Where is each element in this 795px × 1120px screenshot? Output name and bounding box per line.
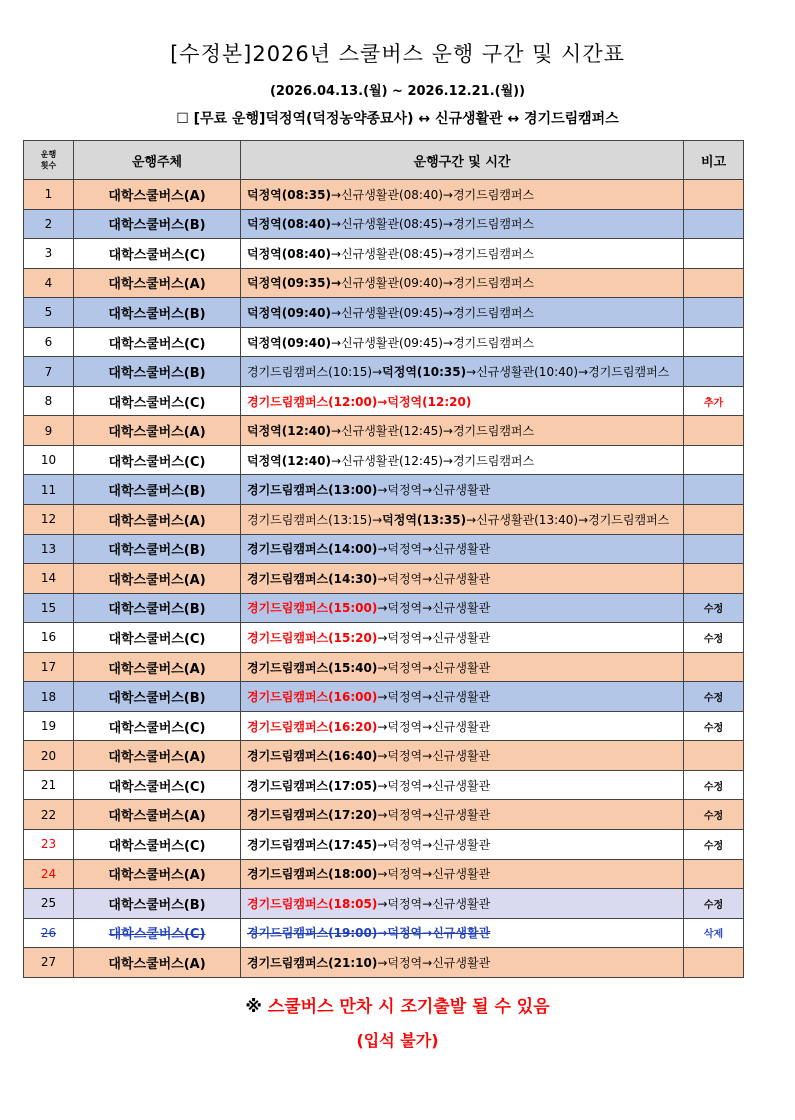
note-cell	[684, 505, 744, 535]
route-highlight: 덕정역(08:40)	[247, 246, 331, 261]
route-cell	[241, 416, 684, 446]
route-rest: →신규생활관(08:45)→경기드림캠퍼스	[330, 217, 535, 232]
route-highlight: 경기드림캠퍼스(18:00)	[247, 867, 378, 882]
note-cell	[684, 948, 744, 978]
route-highlight: 경기드림캠퍼스(16:40)	[247, 749, 378, 764]
header-run-line2: 횟수	[40, 161, 57, 170]
note-cell: 수정	[684, 593, 744, 623]
table-row	[24, 180, 744, 210]
note-cell	[684, 180, 744, 210]
route-highlight: 경기드림캠퍼스(21:10)	[247, 955, 378, 970]
note-cell	[684, 741, 744, 771]
route-cell	[241, 652, 684, 682]
run-number: 15	[24, 593, 74, 623]
route-rest: →덕정역→신규생활관	[377, 955, 491, 970]
note-cell	[684, 564, 744, 594]
route-highlight: 덕정역(08:40)	[247, 217, 331, 232]
run-number: 27	[24, 948, 74, 978]
run-number: 11	[24, 475, 74, 505]
note-cell	[684, 239, 744, 269]
table-row	[24, 239, 744, 269]
operator-cell: 대학스쿨버스(A)	[74, 741, 241, 771]
route-rest: →신규생활관(13:40)→경기드림캠퍼스	[466, 512, 670, 527]
operator-cell: 대학스쿨버스(C)	[74, 770, 241, 800]
route-cell	[241, 623, 684, 653]
run-number: 26	[24, 918, 74, 948]
run-number: 9	[24, 416, 74, 446]
table-row	[24, 711, 744, 741]
table-header-row	[24, 141, 744, 180]
route-highlight: 경기드림캠퍼스(12:00)→덕정역(12:20)	[247, 394, 472, 409]
operator-cell: 대학스쿨버스(A)	[74, 800, 241, 830]
footnote-warning	[0, 992, 795, 1017]
route-highlight: 덕정역(12:40)	[247, 453, 331, 468]
route-highlight: 덕정역(10:35)	[382, 365, 467, 380]
table-row	[24, 564, 744, 594]
route-cell	[241, 770, 684, 800]
table-row	[24, 416, 744, 446]
route-highlight: 덕정역(09:40)	[247, 335, 331, 350]
route-cell	[241, 180, 684, 210]
note-cell: 수정	[684, 682, 744, 712]
note-cell	[684, 534, 744, 564]
note-cell: 수정	[684, 800, 744, 830]
operator-cell: 대학스쿨버스(C)	[74, 711, 241, 741]
run-number: 22	[24, 800, 74, 830]
header-run-count	[24, 141, 74, 180]
route-rest: →덕정역→신규생활관	[377, 630, 491, 645]
route-highlight: 덕정역(12:40)	[247, 424, 331, 439]
route-highlight: 경기드림캠퍼스(15:40)	[247, 660, 378, 675]
route-rest: →덕정역→신규생활관	[377, 483, 491, 498]
run-number: 20	[24, 741, 74, 771]
route-prefix: 경기드림캠퍼스(10:15)→	[247, 365, 383, 380]
table-row	[24, 859, 744, 889]
route-highlight: 경기드림캠퍼스(14:00)	[247, 542, 378, 557]
run-number: 12	[24, 505, 74, 535]
route-cell	[241, 357, 684, 387]
footnote-text: 스쿨버스 만차 시 조기출발 될 수 있음	[267, 997, 550, 1017]
note-cell: 추가	[684, 386, 744, 416]
table-row	[24, 800, 744, 830]
note-cell	[684, 475, 744, 505]
run-number: 14	[24, 564, 74, 594]
footnote-standing: (입석 불가)	[356, 1031, 439, 1050]
route-cell	[241, 475, 684, 505]
operator-cell: 대학스쿨버스(A)	[74, 564, 241, 594]
route-rest: →신규생활관(09:45)→경기드림캠퍼스	[330, 335, 535, 350]
note-cell: 수정	[684, 623, 744, 653]
table-row	[24, 593, 744, 623]
page-title: [수정본]2026년 스쿨버스 운행 구간 및 시간표	[170, 42, 625, 66]
operator-cell: 대학스쿨버스(C)	[74, 386, 241, 416]
route-cell	[241, 268, 684, 298]
route-rest: 신규생활관(09:40)→경기드림캠퍼스	[341, 276, 535, 291]
operator-cell: 대학스쿨버스(A)	[74, 652, 241, 682]
route-rest: →덕정역→신규생활관	[377, 571, 491, 586]
run-number: 13	[24, 534, 74, 564]
run-number: 3	[24, 239, 74, 269]
note-cell: 삭제	[684, 918, 744, 948]
operation-period: (2026.04.13.(월) ~ 2026.12.21.(월))	[269, 84, 526, 99]
note-cell	[684, 298, 744, 328]
note-cell	[684, 416, 744, 446]
operator-cell: 대학스쿨버스(A)	[74, 416, 241, 446]
operator-cell: 대학스쿨버스(C)	[74, 327, 241, 357]
table-row	[24, 327, 744, 357]
header-route: 운행구간 및 시간	[241, 141, 684, 180]
run-number: 2	[24, 209, 74, 239]
operator-cell: 대학스쿨버스(B)	[74, 298, 241, 328]
note-cell	[684, 652, 744, 682]
run-number: 10	[24, 445, 74, 475]
run-number: 5	[24, 298, 74, 328]
route-cell	[241, 859, 684, 889]
header-operator: 운행주체	[74, 141, 241, 180]
route-rest: →신규생활관(12:45)→경기드림캠퍼스	[330, 424, 535, 439]
table-row	[24, 298, 744, 328]
table-row	[24, 948, 744, 978]
route-cell	[241, 564, 684, 594]
route-rest: →덕정역→신규생활관	[377, 837, 491, 852]
route-cell	[241, 918, 684, 948]
operator-cell: 대학스쿨버스(C)	[74, 623, 241, 653]
table-row	[24, 534, 744, 564]
route-rest: →신규생활관(09:45)→경기드림캠퍼스	[330, 305, 535, 320]
route-rest: →신규생활관(10:40)→경기드림캠퍼스	[466, 365, 670, 380]
route-rest: →덕정역→신규생활관	[377, 719, 491, 734]
run-number: 21	[24, 770, 74, 800]
route-cell	[241, 327, 684, 357]
route-highlight: 덕정역(09:35)→	[247, 276, 341, 291]
table-row	[24, 357, 744, 387]
route-cell	[241, 711, 684, 741]
run-number: 16	[24, 623, 74, 653]
table-row	[24, 475, 744, 505]
route-rest: →덕정역→신규생활관	[377, 808, 491, 823]
operator-cell: 대학스쿨버스(A)	[74, 859, 241, 889]
operator-cell: 대학스쿨버스(A)	[74, 948, 241, 978]
route-rest: →덕정역→신규생활관	[377, 896, 491, 911]
table-row	[24, 209, 744, 239]
run-number: 8	[24, 386, 74, 416]
route-cell	[241, 445, 684, 475]
route-highlight: 경기드림캠퍼스(19:00)→덕정역→신규생활관	[247, 926, 491, 941]
route-cell	[241, 830, 684, 860]
route-cell	[241, 948, 684, 978]
operator-cell: 대학스쿨버스(B)	[74, 475, 241, 505]
schedule-table	[23, 140, 744, 978]
route-cell	[241, 593, 684, 623]
run-number: 18	[24, 682, 74, 712]
route-cell	[241, 800, 684, 830]
operator-cell: 대학스쿨버스(C)	[74, 239, 241, 269]
route-highlight: 경기드림캠퍼스(17:45)	[247, 837, 378, 852]
route-highlight: 경기드림캠퍼스(17:20)	[247, 808, 378, 823]
table-row	[24, 386, 744, 416]
table-row	[24, 623, 744, 653]
table-row	[24, 505, 744, 535]
route-highlight: 경기드림캠퍼스(13:00)	[247, 483, 378, 498]
route-rest: →덕정역→신규생활관	[377, 867, 491, 882]
route-rest: →덕정역→신규생활관	[377, 749, 491, 764]
route-highlight: 경기드림캠퍼스(18:05)	[247, 896, 378, 911]
route-rest: →신규생활관(12:45)→경기드림캠퍼스	[330, 453, 535, 468]
route-rest: →신규생활관(08:40)→경기드림캠퍼스	[330, 187, 535, 202]
note-cell	[684, 268, 744, 298]
route-highlight: 경기드림캠퍼스(17:05)	[247, 778, 378, 793]
run-number: 19	[24, 711, 74, 741]
route-prefix: 경기드림캠퍼스(13:15)→	[247, 512, 383, 527]
run-number: 1	[24, 180, 74, 210]
table-row	[24, 445, 744, 475]
route-rest: →덕정역→신규생활관	[377, 601, 491, 616]
route-description: ☐ [무료 운행]덕정역(덕정농약종묘사) ↔ 신규생활관 ↔ 경기드림캠퍼스	[176, 111, 619, 127]
route-cell	[241, 386, 684, 416]
table-row	[24, 770, 744, 800]
route-rest: →덕정역→신규생활관	[377, 660, 491, 675]
note-cell	[684, 445, 744, 475]
route-rest: →덕정역→신규생활관	[377, 690, 491, 705]
run-number: 4	[24, 268, 74, 298]
route-cell	[241, 298, 684, 328]
route-rest: →신규생활관(08:45)→경기드림캠퍼스	[330, 246, 535, 261]
operator-cell: 대학스쿨버스(A)	[74, 268, 241, 298]
operator-cell: 대학스쿨버스(C)	[74, 830, 241, 860]
route-cell	[241, 505, 684, 535]
operator-cell: 대학스쿨버스(B)	[74, 209, 241, 239]
table-row	[24, 268, 744, 298]
route-highlight: 경기드림캠퍼스(16:00)	[247, 690, 378, 705]
run-number: 6	[24, 327, 74, 357]
operator-cell: 대학스쿨버스(B)	[74, 889, 241, 919]
operator-cell: 대학스쿨버스(A)	[74, 180, 241, 210]
route-rest: →덕정역→신규생활관	[377, 778, 491, 793]
route-rest: →덕정역→신규생활관	[377, 542, 491, 557]
note-cell	[684, 209, 744, 239]
table-row	[24, 918, 744, 948]
operator-cell: 대학스쿨버스(B)	[74, 534, 241, 564]
note-cell	[684, 327, 744, 357]
header-run-line1: 운행	[40, 150, 57, 159]
note-cell: 수정	[684, 711, 744, 741]
table-row	[24, 741, 744, 771]
operator-cell: 대학스쿨버스(B)	[74, 682, 241, 712]
table-row	[24, 830, 744, 860]
route-highlight: 덕정역(09:40)	[247, 305, 331, 320]
reference-mark: ※	[245, 997, 262, 1017]
run-number: 23	[24, 830, 74, 860]
run-number: 24	[24, 859, 74, 889]
note-cell: 수정	[684, 830, 744, 860]
operator-cell: 대학스쿨버스(B)	[74, 593, 241, 623]
run-number: 25	[24, 889, 74, 919]
run-number: 7	[24, 357, 74, 387]
table-row	[24, 889, 744, 919]
note-cell	[684, 859, 744, 889]
route-cell	[241, 534, 684, 564]
route-cell	[241, 239, 684, 269]
route-highlight: 경기드림캠퍼스(16:20)	[247, 719, 378, 734]
note-cell: 수정	[684, 889, 744, 919]
route-highlight: 덕정역(13:35)	[382, 512, 467, 527]
operator-cell: 대학스쿨버스(A)	[74, 505, 241, 535]
route-cell	[241, 209, 684, 239]
table-row	[24, 652, 744, 682]
route-cell	[241, 741, 684, 771]
note-cell: 수정	[684, 770, 744, 800]
route-cell	[241, 682, 684, 712]
operator-cell: 대학스쿨버스(C)	[74, 918, 241, 948]
route-highlight: 경기드림캠퍼스(15:00)	[247, 601, 378, 616]
route-highlight: 경기드림캠퍼스(14:30)	[247, 571, 378, 586]
route-highlight: 경기드림캠퍼스(15:20)	[247, 630, 378, 645]
note-cell	[684, 357, 744, 387]
operator-cell: 대학스쿨버스(B)	[74, 357, 241, 387]
operator-cell: 대학스쿨버스(C)	[74, 445, 241, 475]
run-number: 17	[24, 652, 74, 682]
table-row	[24, 682, 744, 712]
header-note: 비고	[684, 141, 744, 180]
route-highlight: 덕정역(08:35)	[247, 187, 331, 202]
route-cell	[241, 889, 684, 919]
